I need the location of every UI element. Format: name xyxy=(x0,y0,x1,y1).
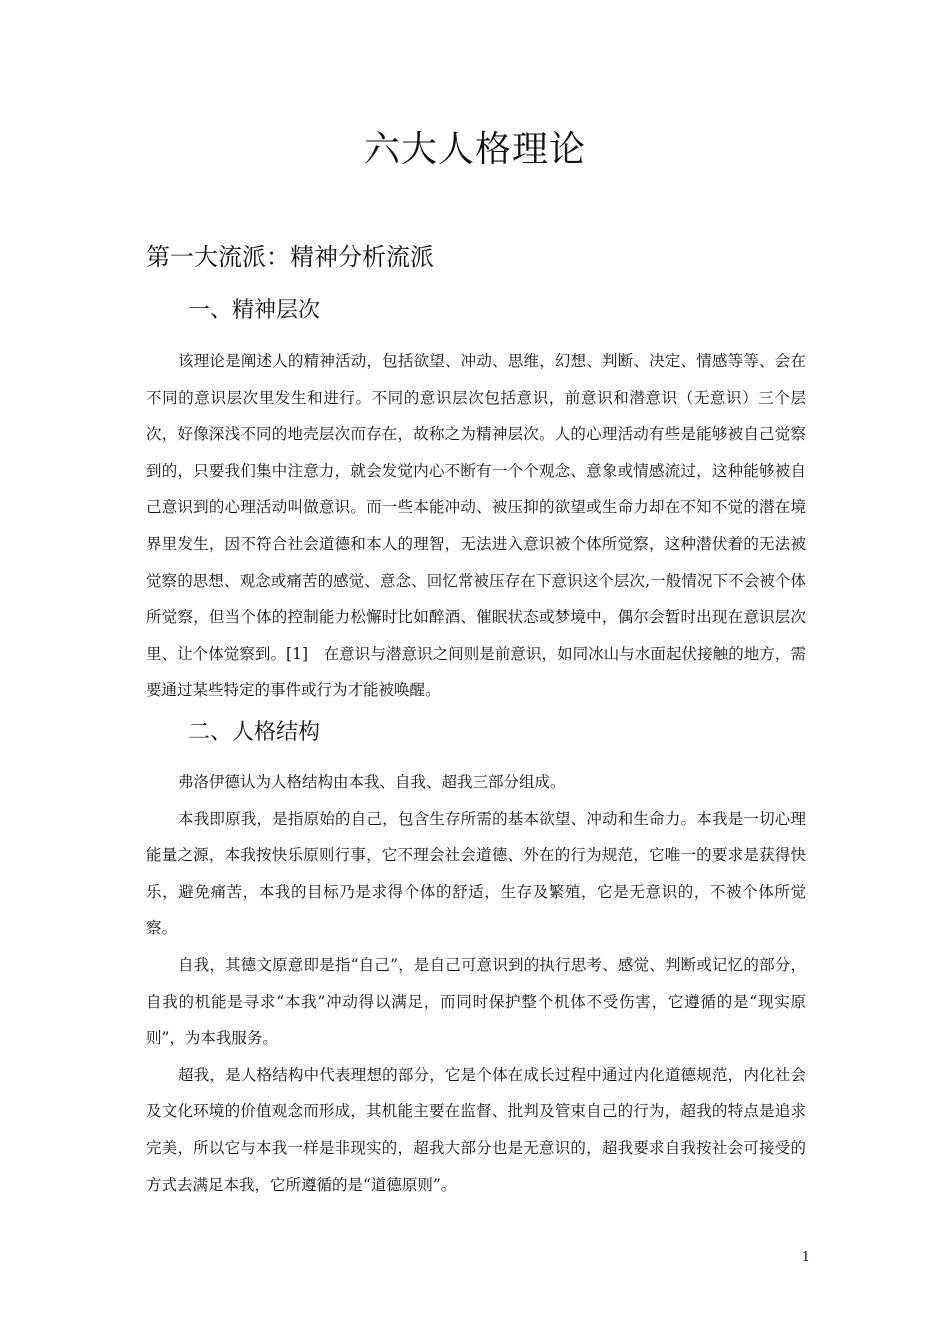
paragraph: 本我即原我，是指原始的自己，包含生存所需的基本欲望、冲动和生命力。本我是一切心理能量之源，本我按快乐原则行事，它不理会社会道德、外在的行为规范，它唯一的要求是获得快乐，避免痛苦，本我的目标乃是求得个体的舒适，生存及繁殖，它是无意识的，不被个体所觉察。 xyxy=(146,809,806,938)
mental-levels-body xyxy=(146,343,806,709)
paragraph: 自我，其德文原意即是指“自己”，是自己可意识到的执行思考、感觉、判断或记忆的部分，自我的机能是寻求“本我”冲动得以满足，而同时保护整个机体不受伤害，它遵循的是“现实原则”，为本我服务。 xyxy=(146,955,806,1048)
section-heading-psychoanalysis: 第一大流派：精神分析流派 xyxy=(146,243,434,271)
paragraph: 弗洛伊德认为人格结构由本我、自我、超我三部分组成。 xyxy=(178,773,566,791)
personality-structure-body xyxy=(146,764,806,1203)
document-title: 六大人格理论 xyxy=(363,129,586,170)
subsection-heading-personality-structure: 二、人格结构 xyxy=(188,720,321,745)
page-number: 1 xyxy=(801,1250,810,1265)
paragraph: 超我，是人格结构中代表理想的部分，它是个体在成长过程中通过内化道德规范，内化社会及文化环境的价值观念而形成，其机能主要在监督、批判及管束自己的行为，超我的特点是追求完美，所以它与本我一样是非现实的，超我大部分也是无意识的，超我要求自我按社会可接受的方式去满足本我，它所遵循的是“道德原则”。 xyxy=(146,1065,806,1194)
paragraph: 该理论是阐述人的精神活动，包括欲望、冲动、思维，幻想、判断、决定、情感等等、会在不同的意识层次里发生和进行。不同的意识层次包括意识，前意识和潜意识（无意识）三个层次，好像深浅不同的地壳层次而存在，故称之为精神层次。人的心理活动有些是能够被自己觉察到的，只要我们集中注意力，就会发觉内心不断有一个个观念、意象或情感流过，这种能够被自己意识到的心理活动叫做意识。而一些本能冲动、被压抑的欲望或生命力却在不知不觉的潜在境界里发生，因不符合社会道德和本人的理智，无法进入意识被个体所觉察，这种潜伏着的无法被觉察的思想、观念或痛苦的感觉、意念、回忆常被压存在下意识这个层次,一般情况下不会被个体所觉察，但当个体的控制能力松懈时比如醉酒、催眠状态或梦境中，偶尔会暂时出现在意识层次里、让个体觉察到。[1] 在意识与潜意识之间则是前意识，如同冰山与水面起伏接触的地方，需要通过某些特定的事件或行为才能被唤醒。 xyxy=(146,352,806,700)
subsection-heading-mental-levels: 一、精神层次 xyxy=(188,298,321,323)
